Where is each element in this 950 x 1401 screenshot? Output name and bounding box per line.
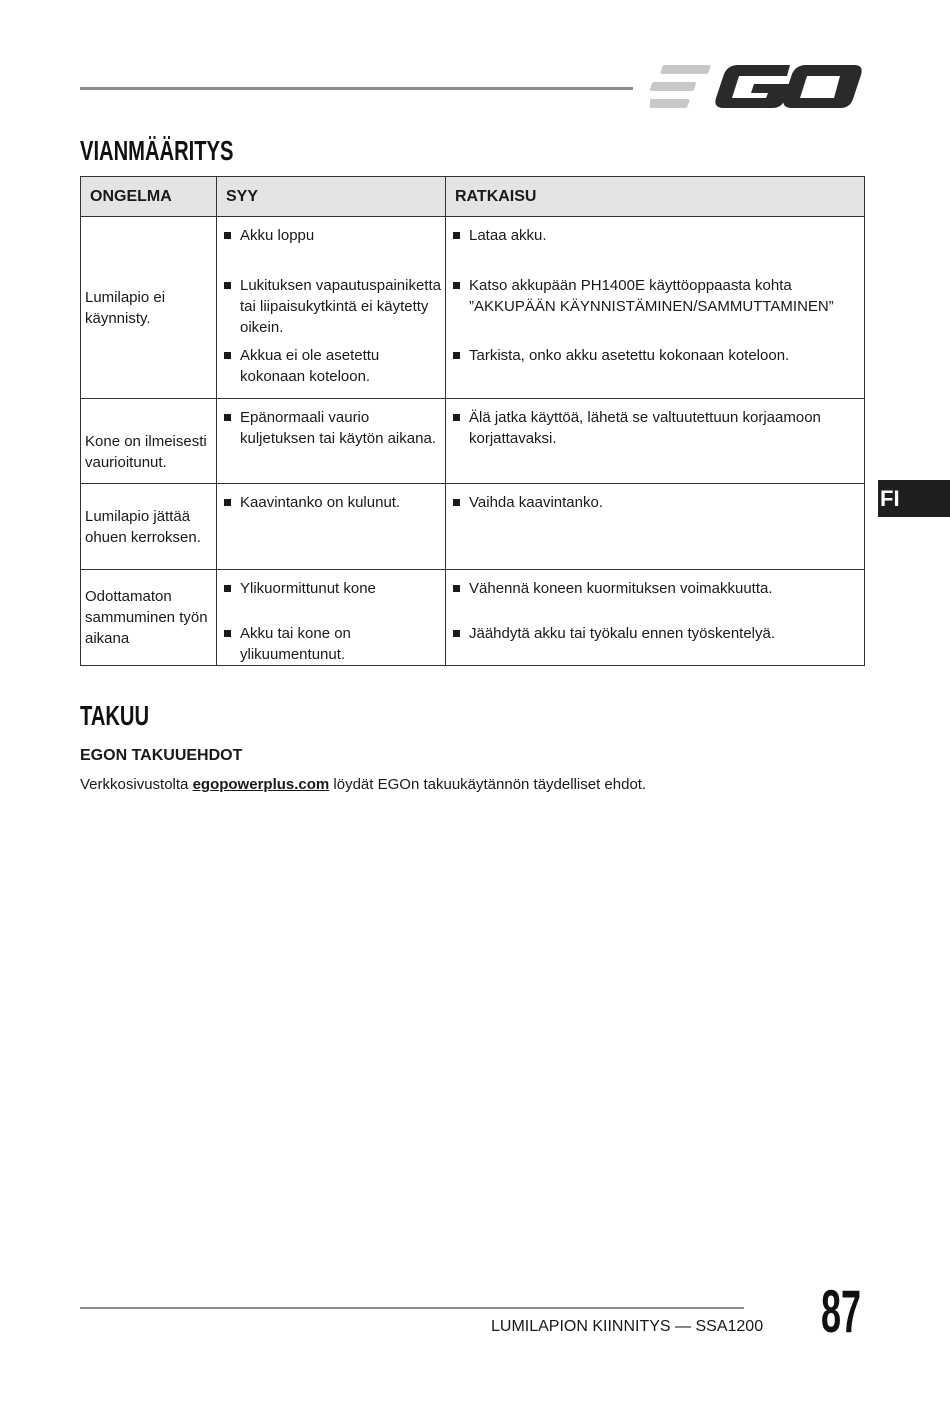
table-row	[81, 217, 865, 399]
problem-cell	[81, 570, 217, 666]
cause-cell	[217, 217, 446, 399]
solution-cell	[446, 399, 865, 484]
cause-item: Akku loppu	[223, 225, 441, 246]
solution-cell	[446, 570, 865, 666]
cause-item: Ylikuormittunut kone	[223, 578, 441, 599]
footer-title: LUMILAPION KIINNITYS — SSA1200	[491, 1318, 764, 1335]
solution-item: Lataa akku.	[452, 225, 860, 246]
cause-item: Akkua ei ole asetettu kokonaan koteloon.	[223, 345, 441, 387]
column-header-cause: SYY	[217, 177, 446, 217]
solution-item: Vaihda kaavintanko.	[452, 492, 860, 513]
warranty-link[interactable]: egopowerplus.com	[192, 776, 330, 793]
solution-item: Tarkista, onko akku asetettu kokonaan koteloon.	[452, 345, 860, 366]
column-header-solution: RATKAISU	[446, 177, 865, 217]
solution-item: Älä jatka käyttöä, lähetä se valtuutettuun korjaamoon korjattavaksi.	[452, 407, 860, 449]
ego-logo	[650, 62, 864, 112]
problem-text: Kone on ilmeisesti vaurioitunut.	[85, 433, 207, 471]
warranty-text	[80, 776, 646, 793]
cause-item: Akku tai kone on ylikuumentunut.	[223, 623, 441, 665]
table-row	[81, 399, 865, 484]
troubleshooting-title: VIANMÄÄRITYS	[80, 135, 234, 166]
problem-cell	[81, 399, 217, 484]
cause-item: Lukituksen vapautuspainiketta tai liipaisukytkintä ei käytetty oikein.	[223, 275, 441, 338]
solution-cell	[446, 217, 865, 399]
troubleshooting-table	[80, 176, 865, 666]
solution-item: Katso akkupään PH1400E käyttöoppaasta kohta ”AKKUPÄÄN KÄYNNISTÄMINEN/SAMMUTTAMINEN”	[452, 275, 860, 317]
table-row	[81, 484, 865, 570]
solution-item: Jäähdytä akku tai työkalu ennen työskentelyä.	[452, 623, 860, 644]
table-header-row	[81, 177, 865, 217]
cause-cell	[217, 399, 446, 484]
problem-cell	[81, 217, 217, 399]
cause-item: Kaavintanko on kulunut.	[223, 492, 441, 513]
cause-cell	[217, 484, 446, 570]
warranty-text-after: löydät EGOn takuukäytännön täydelliset ehdot.	[329, 776, 647, 793]
language-tab: FI	[878, 480, 950, 517]
header-rule	[80, 87, 633, 90]
problem-text: Odottamaton sammuminen työn aikana	[85, 588, 208, 647]
cause-cell	[217, 570, 446, 666]
warranty-text-before: Verkkosivustolta	[80, 776, 193, 793]
table-row	[81, 570, 865, 666]
warranty-subtitle: EGON TAKUUEHDOT	[80, 747, 243, 764]
problem-text: Lumilapio ei käynnisty.	[85, 288, 166, 327]
problem-cell	[81, 484, 217, 570]
problem-text: Lumilapio jättää ohuen kerroksen.	[85, 507, 201, 546]
page-number: 87	[821, 1278, 862, 1345]
solution-cell	[446, 484, 865, 570]
footer-rule	[80, 1307, 744, 1309]
solution-item: Vähennä koneen kuormituksen voimakkuutta.	[452, 578, 860, 599]
warranty-title: TAKUU	[80, 700, 150, 731]
column-header-problem: ONGELMA	[81, 177, 217, 217]
cause-item: Epänormaali vaurio kuljetuksen tai käytön aikana.	[223, 407, 441, 449]
